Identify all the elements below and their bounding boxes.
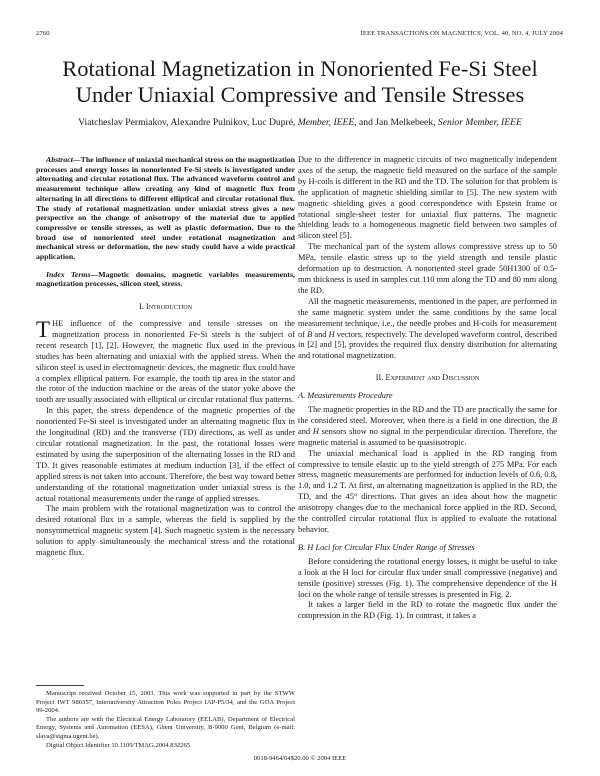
measurements-paragraph-2: The uniaxial mechanical load is applied in the RD ranging from compressive to tensile elastic up to the yield strength of 275 MPa. For each stress, magnetic measurements are performed for induction levels of 0.6, 0.8, 1.0, and 1.2 T. At first, an alternating magnetization is applied in the RD, the TD, and the 45° directions. That gives an idea about how the magnetic anisotropy changes due to the mechanical force applied in the RD. Second, the controlled circular rotational flux is applied to evaluate the rotational behavior.	[298, 448, 557, 534]
abstract-label: Abstract—	[46, 155, 81, 164]
right-column	[298, 155, 557, 622]
footnote-manuscript: Manuscript received October 15, 2003. This work was supported in part by the STWW Project IWT 980357, Interuniversity Attraction Poles Project IAP-P5/34, and the GOA Project 99-2004.	[36, 690, 295, 715]
authors-names: Viatcheslav Permiakov, Alexandre Pulnikov, Luc Dupré,	[78, 117, 298, 128]
left-column	[36, 155, 295, 559]
right-paragraph-3-part-c: vectors, respectively. The developed waveform control, described in [2] and [5], provides the required flux density distribution for alternating and rotational magnetization.	[298, 329, 557, 361]
h-loci-paragraph-2: It takes a larger field in the RD to rotate the magnetic flux under the compression in the RD (Fig. 1). In contrast, it takes a	[298, 600, 557, 621]
intro-paragraph-2: In this paper, the stress dependence of the magnetic properties of the nonoriented Fe-Si steel is investigated under an alternating magnetic flux in the longitudinal (RD) and the transverse (TD) directions, as well as under circular rotational magnetization. In the past, the rotational losses were estimated by using the superposition of the alternating losses in the RD and TD. It gives reasonable estimates at medium induction [3], if the effect of applied stress is not taken into account. Therefore, the best way toward better understanding of the rotational magnetization under uniaxial stress is the actual rotational measurements under the range of applied stresses.	[36, 406, 295, 503]
page-number: 2760	[36, 30, 50, 37]
right-paragraph-1: Due to the difference in magnetic circuits of two magnetically independent axes of the setup, the magnetic field measured on the surface of the sample by H-coils is different in the RD and the TD. The solution for that problem is the application of magnetic shielding similar to [5]. The new system with magnetic shielding gives a good correspondence with Epstein frame or rotational single-sheet tester for uniaxial flux patterns. The magnetic shielding leads to a homogeneous magnetic field between two samples of silicon steel [5].	[298, 155, 557, 241]
measurements-paragraph-1	[298, 405, 557, 449]
authors-conjunction: , and Jan Melkebeek,	[354, 117, 438, 128]
right-paragraph-3	[298, 297, 557, 362]
sensor-conjunction: and	[298, 426, 313, 436]
intro-paragraph-3: The main problem with the rotational magnetization was to control the desired rotational flux in a sample, whereas the field is supplied by the nonsymmetrical magnetic system [4]. Such magnetic system is the necessary solution to apply simultaneously the mechanical stress and the rotational magnetic flux.	[36, 504, 295, 558]
h-loci-paragraph-1: Before considering the rotational energy losses, it might be useful to take a look at the H loci for circular flux under small compressive (negative) and tensile (positive) stresses (Fig. 1). The comprehensive dependence of the H loci on the whole range of tensile stresses is presented in Fig. 2.	[298, 556, 557, 599]
right-paragraph-3-part-b: and	[312, 329, 329, 339]
author-title-melkebeek: Senior Member, IEEE	[437, 117, 522, 128]
footnote-doi: Digital Object Identifier 10.1109/TMAG.2004.832265	[46, 741, 191, 749]
footnote	[36, 690, 295, 750]
measurements-paragraph-1-part-a: The magnetic properties in the RD and the TD are practically the same for the considered steel. Moreover, when there is a field in one direction, the	[298, 405, 557, 425]
symbol-h: H	[328, 329, 335, 339]
abstract	[36, 155, 295, 262]
footnote-affiliation: The authors are with the Electrical Energy Laboratory (EELAB), Department of Electrical Energy, Systems and Automation (EESA), Ghent University, B-9000 Gent, Belgium (e-mail: slava@sigma.ugent.be).	[36, 715, 295, 740]
section-heading-experiment: II. Experiment and Discussion	[375, 373, 480, 383]
abstract-text: The influence of uniaxial mechanical stress on the magnetization processes and energy losses in nonoriented Fe-Si steels is investigated under alternating and circular rotational flux. The advanced waveform control and measurement technique allow creating any kind of magnetic flux from alternating in all directions to different elliptical and circular rotational flux. The study of rotational magnetization under uniaxial stress gives a new perspective on the change of anisotropy of the material due to applied compressive or tensile stresses, as well as plastic deformation. Due to the broad use of nonoriented steel under rotational magnetization and mechanical stress or deformation, the new study could have a wide practical application.	[36, 155, 295, 262]
right-paragraph-2: The mechanical part of the system allows compressive stress up to 50 MPa, tensile elastic stress up to the yield strength and tensile plastic deformation up to destruction. A nonoriented steel grade 50H1300 of 0.5-mm thickness is used in samples cut 110 mm along the TD and 80 mm along the RD.	[298, 242, 557, 295]
title-line-2: Under Uniaxial Compressive and Tensile Stresses	[75, 82, 525, 107]
section-heading-introduction: I. Introduction	[138, 302, 193, 312]
copyright-footer: 0018-9464/04$20.00 © 2004 IEEE	[253, 755, 347, 762]
intro-paragraph-1	[36, 319, 295, 406]
footnote-rule	[36, 685, 84, 686]
symbol-b-sensor: B	[551, 415, 557, 425]
index-terms	[36, 270, 295, 289]
author-title-dupre: Member, IEEE	[297, 117, 355, 128]
index-terms-text: Magnetic domains, magnetic variables measurements, magnetization processes, silicon steel, stress.	[36, 269, 295, 289]
index-terms-label: Index Terms—	[46, 269, 99, 279]
drop-cap: T	[36, 317, 51, 343]
symbol-h-sensor: H	[312, 426, 319, 436]
paper-title	[0, 56, 600, 108]
subsection-heading-b: B. H Loci for Circular Flux Under Range of Stresses	[298, 542, 475, 552]
subsection-heading-a: A. Measurements Procedure	[298, 391, 393, 401]
running-header: IEEE TRANSACTIONS ON MAGNETICS, VOL. 40, NO. 4, JULY 2004	[360, 30, 563, 37]
measurements-paragraph-1-part-b: sensors show no signal in the perpendicular direction. Therefore, the magnetic material is assumed to be quasiisotropic.	[298, 426, 557, 447]
right-paragraph-3-part-a: All the magnetic measurements, mentioned in the paper, are performed in the same magnetic system under the same conditions by the same local measurement technique, i.e., the needle probes and H-coils for measurement of	[298, 296, 557, 339]
author-list	[0, 117, 600, 128]
symbol-b: B	[307, 329, 313, 339]
title-line-1: Rotational Magnetization in Nonoriented Fe-Si Steel	[62, 56, 538, 81]
intro-paragraph-1-text: HE influence of the compressive and tensile stresses on the magnetization process in nonoriented Fe-Si steels is the subject of recent research [1], [2]. However, the magnetic flux used in the previous studies has been alternating and uniaxial with the applied stress. When the silicon steel is used in electromagnetic devices, the magnetic flux could have a complex elliptical pattern. For example, the tooth tip area in the stator and the rotor of the induction machine or the areas of the stator yoke above the tooth are usually associated with elliptical or circular rotational flux patterns.	[36, 319, 295, 405]
